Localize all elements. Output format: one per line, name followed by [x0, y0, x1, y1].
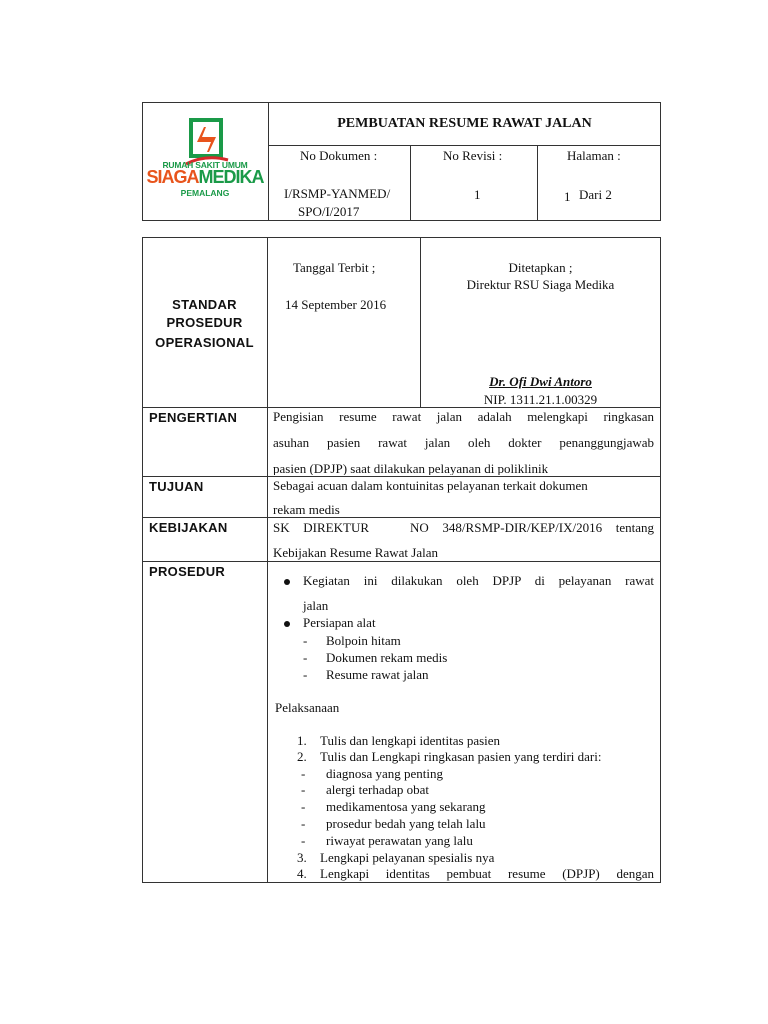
header-divider — [410, 145, 411, 221]
logo-brand-b: MEDIKA — [198, 167, 264, 187]
pengertian-text: Pengisian resume rawat jalan adalah melengkapi ringkasan — [273, 409, 654, 424]
hospital-logo — [146, 114, 264, 206]
pengertian-text: pasien (DPJP) saat dilakukan pelayanan di poliklinik — [273, 461, 549, 475]
prosedur-label: PROSEDUR — [149, 564, 226, 579]
sop-label: OPERASIONAL — [155, 335, 254, 350]
halaman-total: Dari 2 — [579, 187, 612, 202]
step-number: 3. — [297, 850, 307, 865]
dash-icon: - — [301, 782, 306, 797]
direktur-label: Direktur RSU Siaga Medika — [466, 277, 615, 292]
sub-item: riwayat perawatan yang lalu — [326, 833, 473, 848]
table-divider — [267, 237, 268, 883]
ditetapkan-label: Ditetapkan ; — [508, 260, 573, 275]
alat-item: Dokumen rekam medis — [326, 650, 448, 665]
alat-item: Bolpoin hitam — [326, 633, 401, 648]
kebijakan-label: KEBIJAKAN — [149, 520, 228, 535]
prosedur-bullet: jalan — [303, 598, 329, 613]
halaman-number: 1 — [564, 189, 571, 204]
step-text: Lengkapi identitas pembuat resume (DPJP) dengan — [320, 866, 654, 881]
table-divider — [142, 561, 661, 562]
dash-icon: - — [303, 650, 308, 665]
dash-icon: - — [301, 816, 306, 831]
tanggal-terbit-label: Tanggal Terbit ; — [293, 260, 376, 275]
bullet-icon — [284, 621, 290, 627]
dash-icon: - — [303, 633, 308, 648]
signatory-name: Dr. Ofi Dwi Antoro — [489, 374, 592, 389]
sub-item: alergi terhadap obat — [326, 782, 429, 797]
halaman-label: Halaman : — [567, 148, 621, 163]
sub-item: medikamentosa yang sekarang — [326, 799, 486, 814]
bullet-icon — [284, 579, 290, 585]
tanggal-terbit-value: 14 September 2016 — [285, 297, 387, 312]
dash-icon: - — [301, 799, 306, 814]
pelaksanaan-heading: Pelaksanaan — [275, 700, 340, 715]
step-number: 4. — [297, 866, 307, 881]
prosedur-bullet: Persiapan alat — [303, 615, 376, 630]
dash-icon: - — [303, 667, 308, 682]
sub-item: prosedur bedah yang telah lalu — [326, 816, 486, 831]
step-text: Lengkapi pelayanan spesialis nya — [320, 850, 495, 865]
logo-brand-a: SIAGA — [146, 167, 199, 187]
no-dokumen-value: I/RSMP-YANMED/ — [284, 186, 391, 201]
pengertian-label: PENGERTIAN — [149, 410, 238, 425]
logo-line3: PEMALANG — [180, 188, 230, 198]
sop-label: PROSEDUR — [166, 315, 243, 330]
dash-icon: - — [301, 766, 306, 781]
signatory-nip: NIP. 1311.21.1.00329 — [483, 392, 598, 407]
tujuan-text: Sebagai acuan dalam kontuinitas pelayanan terkait dokumen — [273, 478, 588, 493]
document-title: PEMBUATAN RESUME RAWAT JALAN — [337, 116, 592, 131]
no-revisi-label: No Revisi : — [443, 148, 503, 163]
dash-icon: - — [301, 833, 306, 848]
no-revisi-value: 1 — [474, 187, 481, 202]
pengertian-text: asuhan pasien rawat jalan oleh dokter penanggungjawab — [273, 435, 654, 450]
header-divider — [268, 145, 661, 146]
logo-brand — [146, 167, 264, 188]
alat-item: Resume rawat jalan — [326, 667, 429, 682]
sop-label: STANDAR — [172, 297, 237, 312]
table-divider — [142, 517, 661, 518]
step-number: 2. — [297, 749, 307, 764]
step-text: Tulis dan Lengkapi ringkasan pasien yang terdiri dari: — [320, 749, 602, 764]
tujuan-text: rekam medis — [273, 502, 340, 516]
no-dokumen-label: No Dokumen : — [300, 148, 378, 163]
kebijakan-text: SK DIREKTUR NO 348/RSMP-DIR/KEP/IX/2016 tentang — [273, 520, 654, 535]
step-number: 1. — [297, 733, 307, 748]
kebijakan-text: Kebijakan Resume Rawat Jalan — [273, 545, 438, 560]
no-dokumen-value: SPO/I/2017 — [298, 204, 360, 219]
prosedur-bullet: Kegiatan ini dilakukan oleh DPJP di pelayanan rawat — [303, 573, 654, 588]
table-divider — [142, 476, 661, 477]
logo-line1: RUMAH SAKIT UMUM — [162, 160, 248, 170]
step-text: Tulis dan lengkapi identitas pasien — [320, 733, 501, 748]
header-divider — [537, 145, 538, 221]
tujuan-label: TUJUAN — [149, 479, 204, 494]
logo-emblem-icon — [146, 114, 264, 166]
sub-item: diagnosa yang penting — [326, 766, 443, 781]
